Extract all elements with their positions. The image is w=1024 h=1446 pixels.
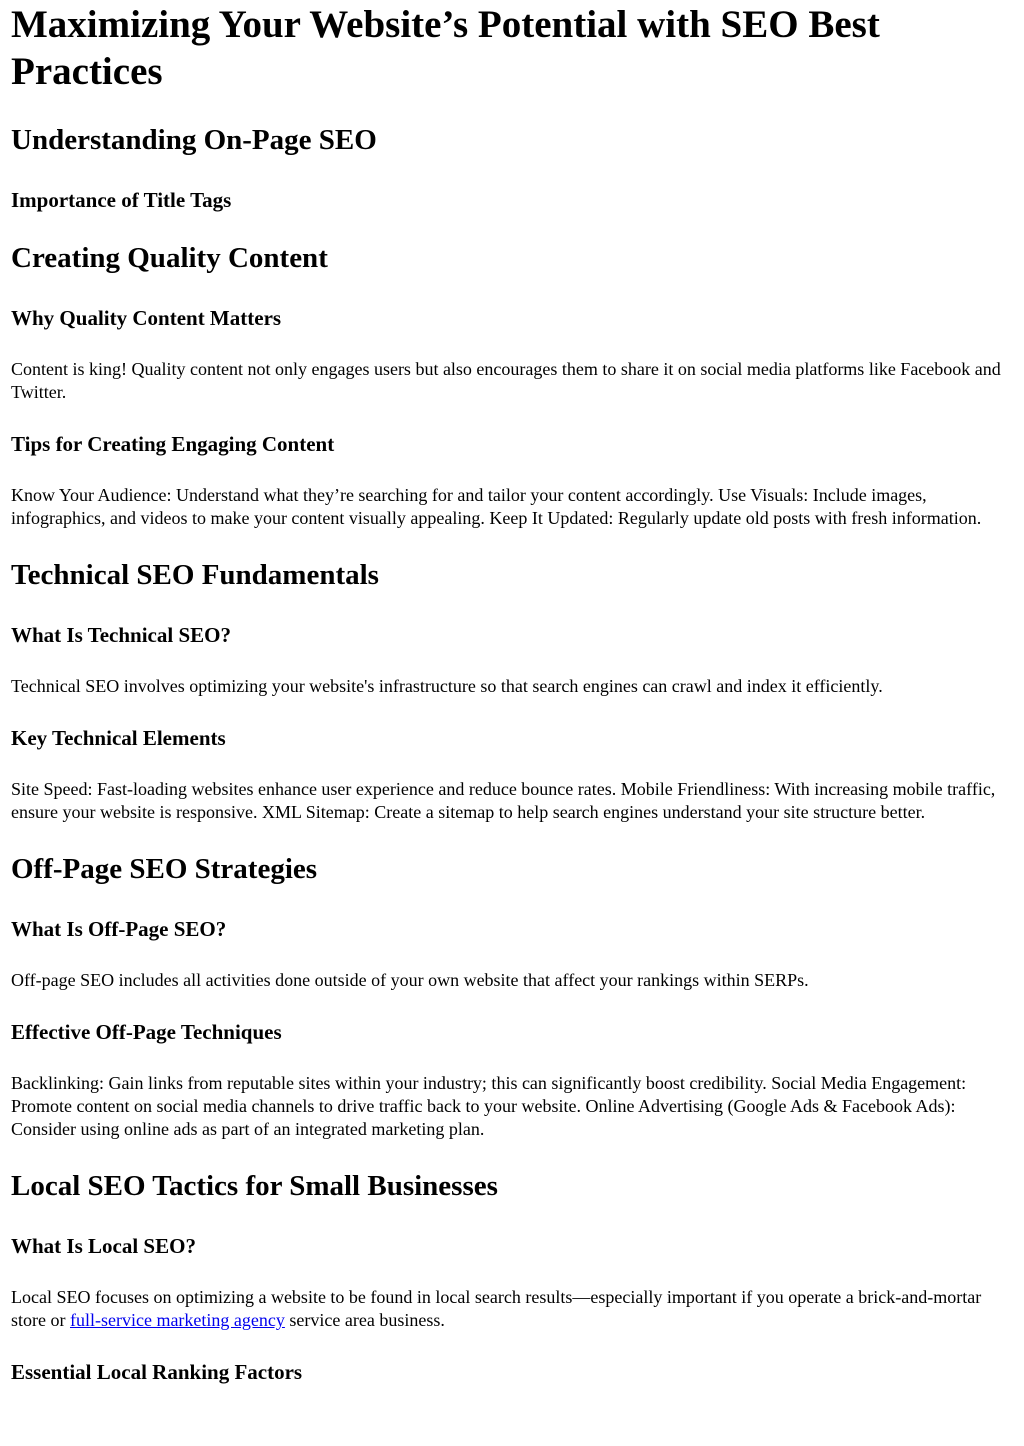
section-heading-on-page-seo: Understanding On-Page SEO xyxy=(11,124,377,156)
paragraph-off-page-seo-definition: Off-page SEO includes all activities done outside of your own website that affect your rankings within SERPs. xyxy=(11,970,809,990)
paragraph-text-before-link: Local SEO focuses on optimizing a website to be found in local search results—especially important if you operate a brick-and-mortar store or xyxy=(11,1287,982,1330)
subheading-off-page-techniques: Effective Off-Page Techniques xyxy=(11,1020,282,1044)
section-heading-off-page-seo: Off-Page SEO Strategies xyxy=(11,853,318,885)
subheading-key-technical-elements: Key Technical Elements xyxy=(11,726,226,750)
paragraph-engaging-content-tips: Know Your Audience: Understand what they’re searching for and tailor your content accordingly. Use Visuals: Include images, infographics, and videos to make your content visually appealing. Keep It Updated: Regularly update old posts with fresh information. xyxy=(11,485,982,528)
subheading-local-ranking-factors: Essential Local Ranking Factors xyxy=(11,1360,303,1384)
subheading-what-is-technical-seo: What Is Technical SEO? xyxy=(11,623,231,647)
subheading-engaging-content-tips: Tips for Creating Engaging Content xyxy=(11,432,335,456)
page-title: Maximizing Your Website’s Potential with SEO Best Practices xyxy=(11,3,880,93)
paragraph-technical-seo-definition: Technical SEO involves optimizing your website's infrastructure so that search engines can crawl and index it efficiently. xyxy=(11,676,883,696)
section-heading-local-seo: Local SEO Tactics for Small Businesses xyxy=(11,1170,498,1202)
section-heading-technical-seo: Technical SEO Fundamentals xyxy=(11,559,379,591)
paragraph-text-after-link: service area business. xyxy=(284,1310,445,1330)
paragraph-off-page-techniques: Backlinking: Gain links from reputable sites within your industry; this can significantly boost credibility. Social Media Engagement: Promote content on social media channels to drive traffic back to your website. Online Advertising (Google Ads & Facebook Ads): Consider using online ads as part of an integrated marketing plan. xyxy=(11,1073,967,1139)
marketing-agency-link[interactable]: full-service marketing agency xyxy=(69,1310,285,1330)
paragraph-key-technical-elements: Site Speed: Fast-loading websites enhance user experience and reduce bounce rates. Mobile Friendliness: With increasing mobile traffic, ensure your website is responsive. XML Sitemap: Create a sitemap to help search engines understand your site structure better. xyxy=(11,779,996,822)
paragraph-content-is-king: Content is king! Quality content not only engages users but also encourages them to share it on social media platforms like Facebook and Twitter. xyxy=(11,359,1001,402)
section-heading-quality-content: Creating Quality Content xyxy=(11,242,328,274)
subheading-what-is-local-seo: What Is Local SEO? xyxy=(11,1234,196,1258)
subheading-title-tags: Importance of Title Tags xyxy=(11,188,232,212)
subheading-why-quality-content: Why Quality Content Matters xyxy=(11,306,282,330)
paragraph-local-seo-definition xyxy=(11,1286,1013,1332)
subheading-what-is-off-page-seo: What Is Off-Page SEO? xyxy=(11,917,227,941)
